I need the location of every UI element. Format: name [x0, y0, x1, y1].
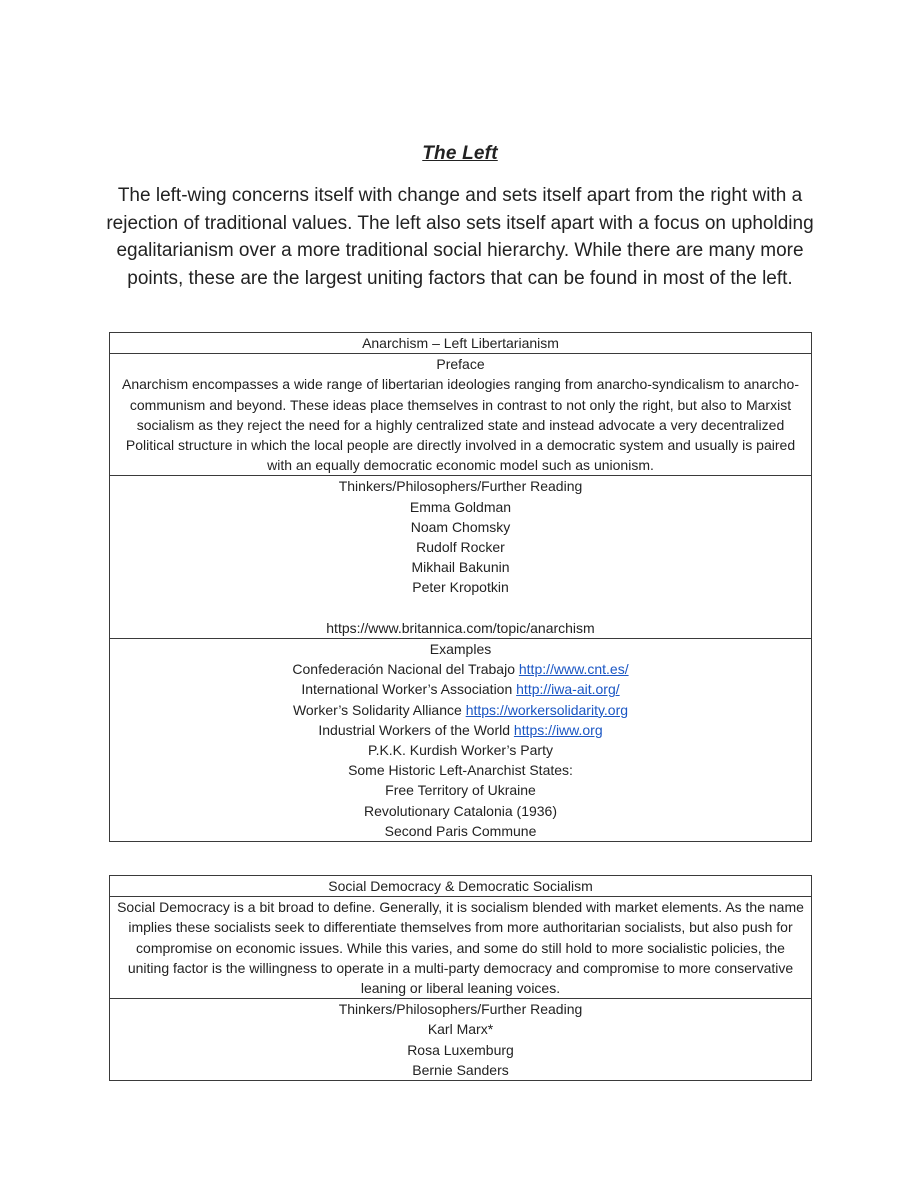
- thinker-item: Rosa Luxemburg: [407, 1041, 514, 1058]
- thinker-item: Mikhail Bakunin: [411, 559, 510, 576]
- example-item: [116, 700, 805, 720]
- social-democracy-thinkers-cell: [110, 999, 812, 1081]
- anarchism-examples-cell: [110, 639, 812, 842]
- thinker-item: Peter Kropotkin: [412, 579, 509, 596]
- social-democracy-table: [109, 875, 812, 1081]
- example-name: P.K.K. Kurdish Worker’s Party: [368, 742, 553, 759]
- thinker-item: Emma Goldman: [409, 498, 512, 515]
- example-item: [116, 679, 805, 699]
- social-democracy-heading: Social Democracy & Democratic Socialism: [110, 876, 812, 897]
- spacer: [116, 598, 805, 618]
- thinkers-label: Thinkers/Philosophers/Further Reading: [338, 478, 583, 495]
- example-item: [116, 740, 805, 760]
- historic-label: Some Historic Left-Anarchist States:: [348, 762, 573, 779]
- historic-item: Second Paris Commune: [384, 822, 537, 839]
- anarchism-thinkers-cell: [110, 476, 812, 639]
- example-link[interactable]: https://workersolidarity.org: [465, 701, 629, 718]
- social-democracy-text: Social Democracy is a bit broad to define. Generally, it is socialism blended with market elements. As the name implies these socialists seek to differentiate themselves from more authoritarian socialists, but also push for compromise on economic issues. While this varies, and some do still hold to more socialistic policies, the uniting factor is the willingness to operate in a multi-party democracy and compromise to more conservative leaning or liberal leaning voices.: [110, 897, 812, 999]
- preface-label: Preface: [436, 356, 485, 373]
- example-item: [116, 720, 805, 740]
- thinkers-label: Thinkers/Philosophers/Further Reading: [338, 1001, 583, 1018]
- anarchism-heading: Anarchism – Left Libertarianism: [110, 333, 812, 354]
- example-link[interactable]: http://iwa-ait.org/: [516, 681, 620, 698]
- historic-item: Revolutionary Catalonia (1936): [364, 802, 557, 819]
- example-name: Confederación Nacional del Trabajo: [292, 661, 515, 678]
- example-link[interactable]: https://iww.org: [513, 721, 603, 738]
- example-name: Worker’s Solidarity Alliance: [292, 701, 462, 718]
- thinker-item: Noam Chomsky: [410, 518, 511, 535]
- example-name: International Worker’s Association: [301, 681, 513, 698]
- examples-label: Examples: [429, 641, 492, 658]
- example-name: Industrial Workers of the World: [318, 721, 511, 738]
- reference-url: https://www.britannica.com/topic/anarchism: [326, 619, 595, 636]
- example-link[interactable]: http://www.cnt.es/: [518, 661, 629, 678]
- anarchism-preface-cell: [110, 354, 812, 476]
- anarchism-table: [109, 332, 812, 842]
- example-item: [116, 659, 805, 679]
- historic-item: Free Territory of Ukraine: [385, 782, 536, 799]
- thinker-item: Bernie Sanders: [412, 1061, 509, 1078]
- intro-paragraph: The left-wing concerns itself with change and sets itself apart from the right with a rejection of traditional values. The left also sets itself apart with a focus on upholding egalitarianism over a more traditional social hierarchy. While there are many more points, these are the largest uniting factors that can be found in most of the left.: [106, 185, 814, 289]
- preface-text: Anarchism encompasses a wide range of libertarian ideologies ranging from anarcho-syndicalism to anarcho-communism and beyond. These ideas place themselves in contrast to not only the right, but also to Marxist socialism as they reject the need for a highly centralized state and instead advocate a very decentralized Political structure in which the local people are directly involved in a democratic system and usually is paired with an equally democratic economic model such as unionism.: [121, 376, 799, 474]
- page-title: The Left: [422, 143, 498, 164]
- thinker-item: Rudolf Rocker: [416, 539, 505, 556]
- thinker-item: Karl Marx*: [427, 1021, 494, 1038]
